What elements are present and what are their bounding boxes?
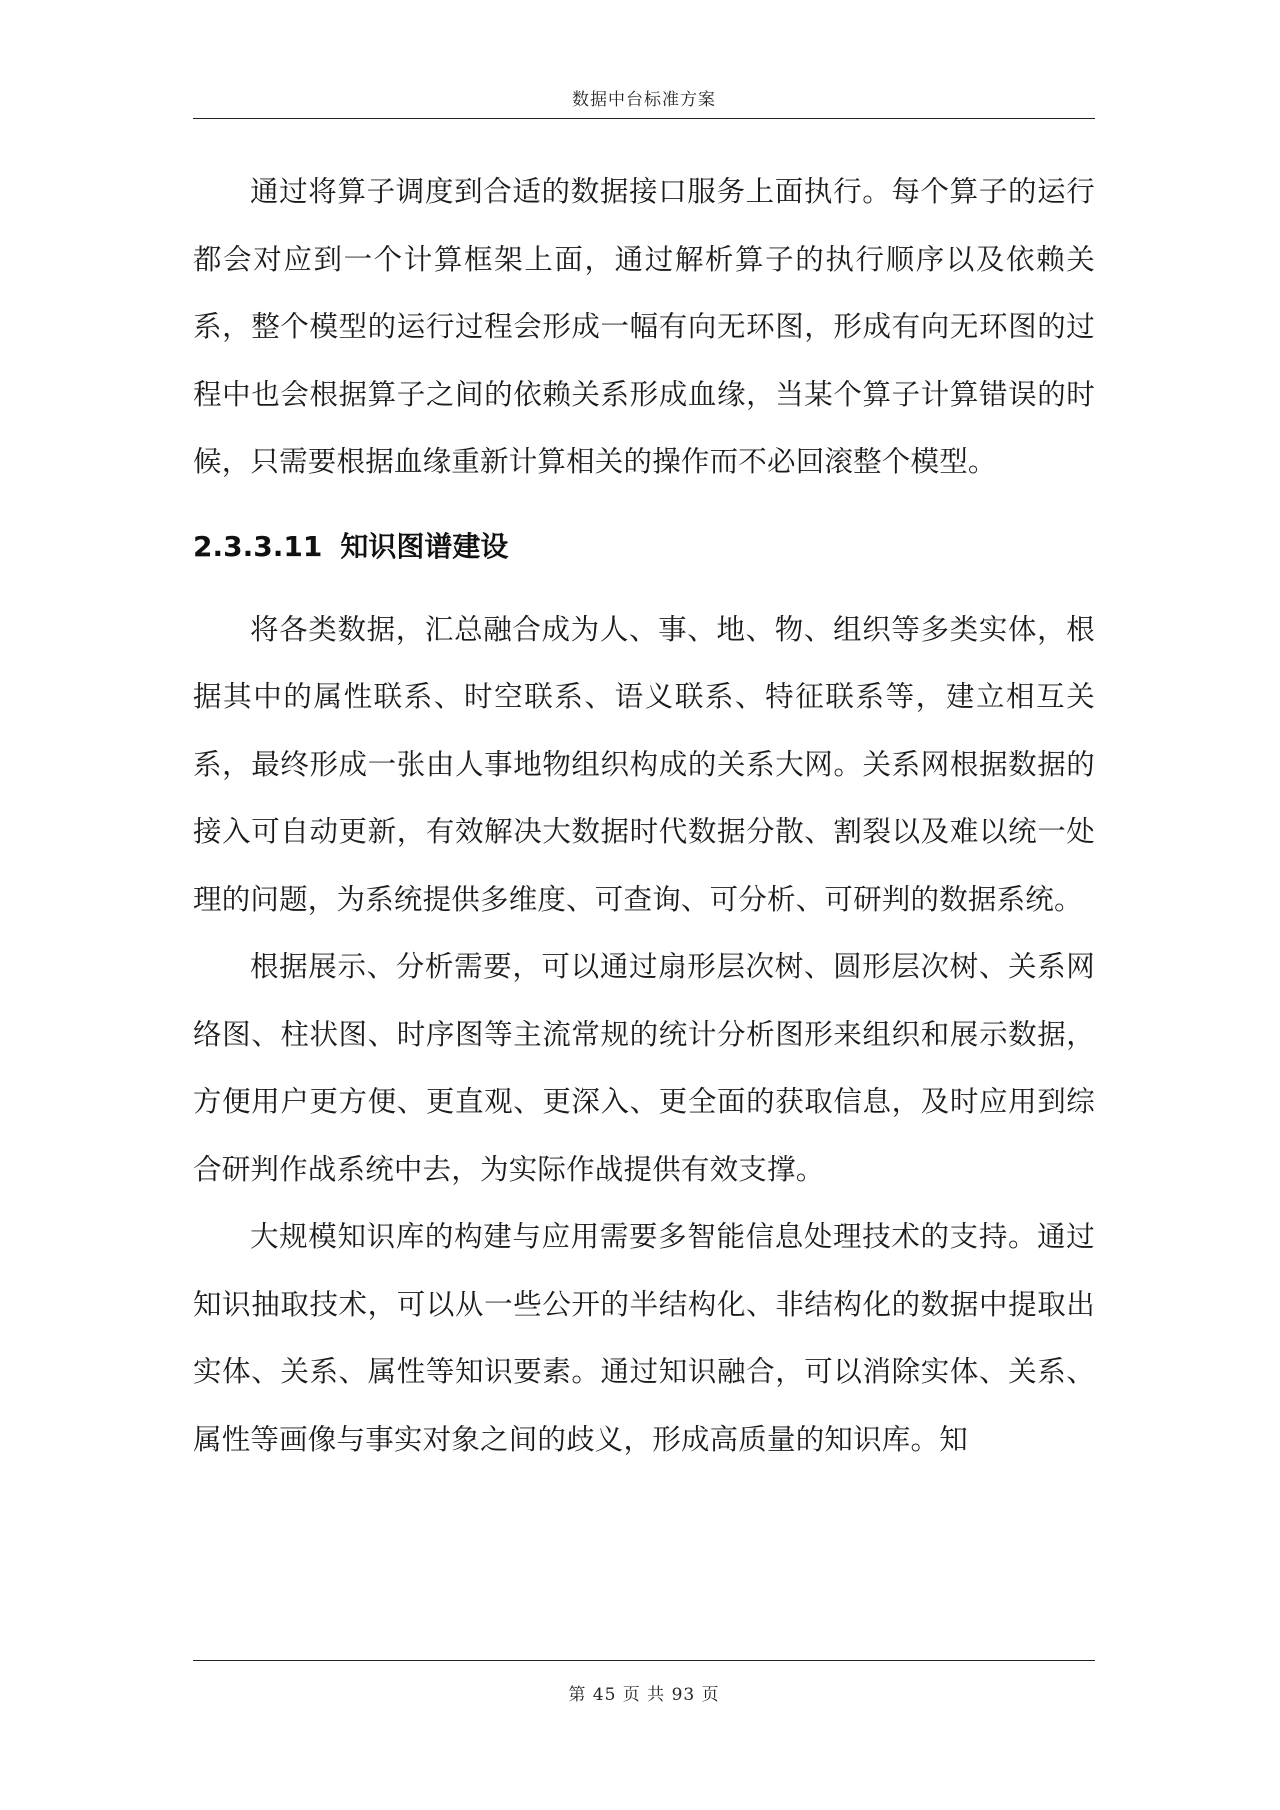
- paragraph-knowledge-base: 大规模知识库的构建与应用需要多智能信息处理技术的支持。通过知识抽取技术，可以从一些公开的半结构化、非结构化的数据中提取出实体、关系、属性等知识要素。通过知识融合，可以消除实体、关系、属性等画像与事实对象之间的歧义，形成高质量的知识库。知: [193, 1220, 1095, 1456]
- section-heading: [193, 527, 1095, 567]
- page-header: [193, 82, 1095, 119]
- page-number-label: 第 45 页 共 93 页: [568, 1685, 720, 1705]
- paragraph-operator-scheduling: 通过将算子调度到合适的数据接口服务上面执行。每个算子的运行都会对应到一个计算框架上面，通过解析算子的执行顺序以及依赖关系，整个模型的运行过程会形成一幅有向无环图，形成有向无环图的过程中也会根据算子之间的依赖关系形成血缘，当某个算子计算错误的时候，只需要根据血缘重新计算相关的操作而不必回滚整个模型。: [193, 175, 1095, 478]
- paragraph-visualization: 根据展示、分析需要，可以通过扇形层次树、圆形层次树、关系网络图、柱状图、时序图等主流常规的统计分析图形来组织和展示数据，方便用户更方便、更直观、更深入、更全面的获取信息，及时应用到综合研判作战系统中去，为实际作战提供有效支撑。: [193, 950, 1095, 1186]
- paragraph-entity-fusion: 将各类数据，汇总融合成为人、事、地、物、组织等多类实体，根据其中的属性联系、时空联系、语义联系、特征联系等，建立相互关系，最终形成一张由人事地物组织构成的关系大网。关系网根据数据的接入可自动更新，有效解决大数据时代数据分散、割裂以及难以统一处理的问题，为系统提供多维度、可查询、可分析、可研判的数据系统。: [193, 612, 1095, 916]
- document-body: [193, 158, 1095, 1473]
- header-title: 数据中台标准方案: [572, 90, 716, 110]
- footer-divider: [193, 1660, 1095, 1661]
- section-title: 知识图谱建设: [340, 529, 509, 563]
- section-number: 2.3.3.11: [193, 529, 323, 563]
- page-footer: [193, 1680, 1095, 1710]
